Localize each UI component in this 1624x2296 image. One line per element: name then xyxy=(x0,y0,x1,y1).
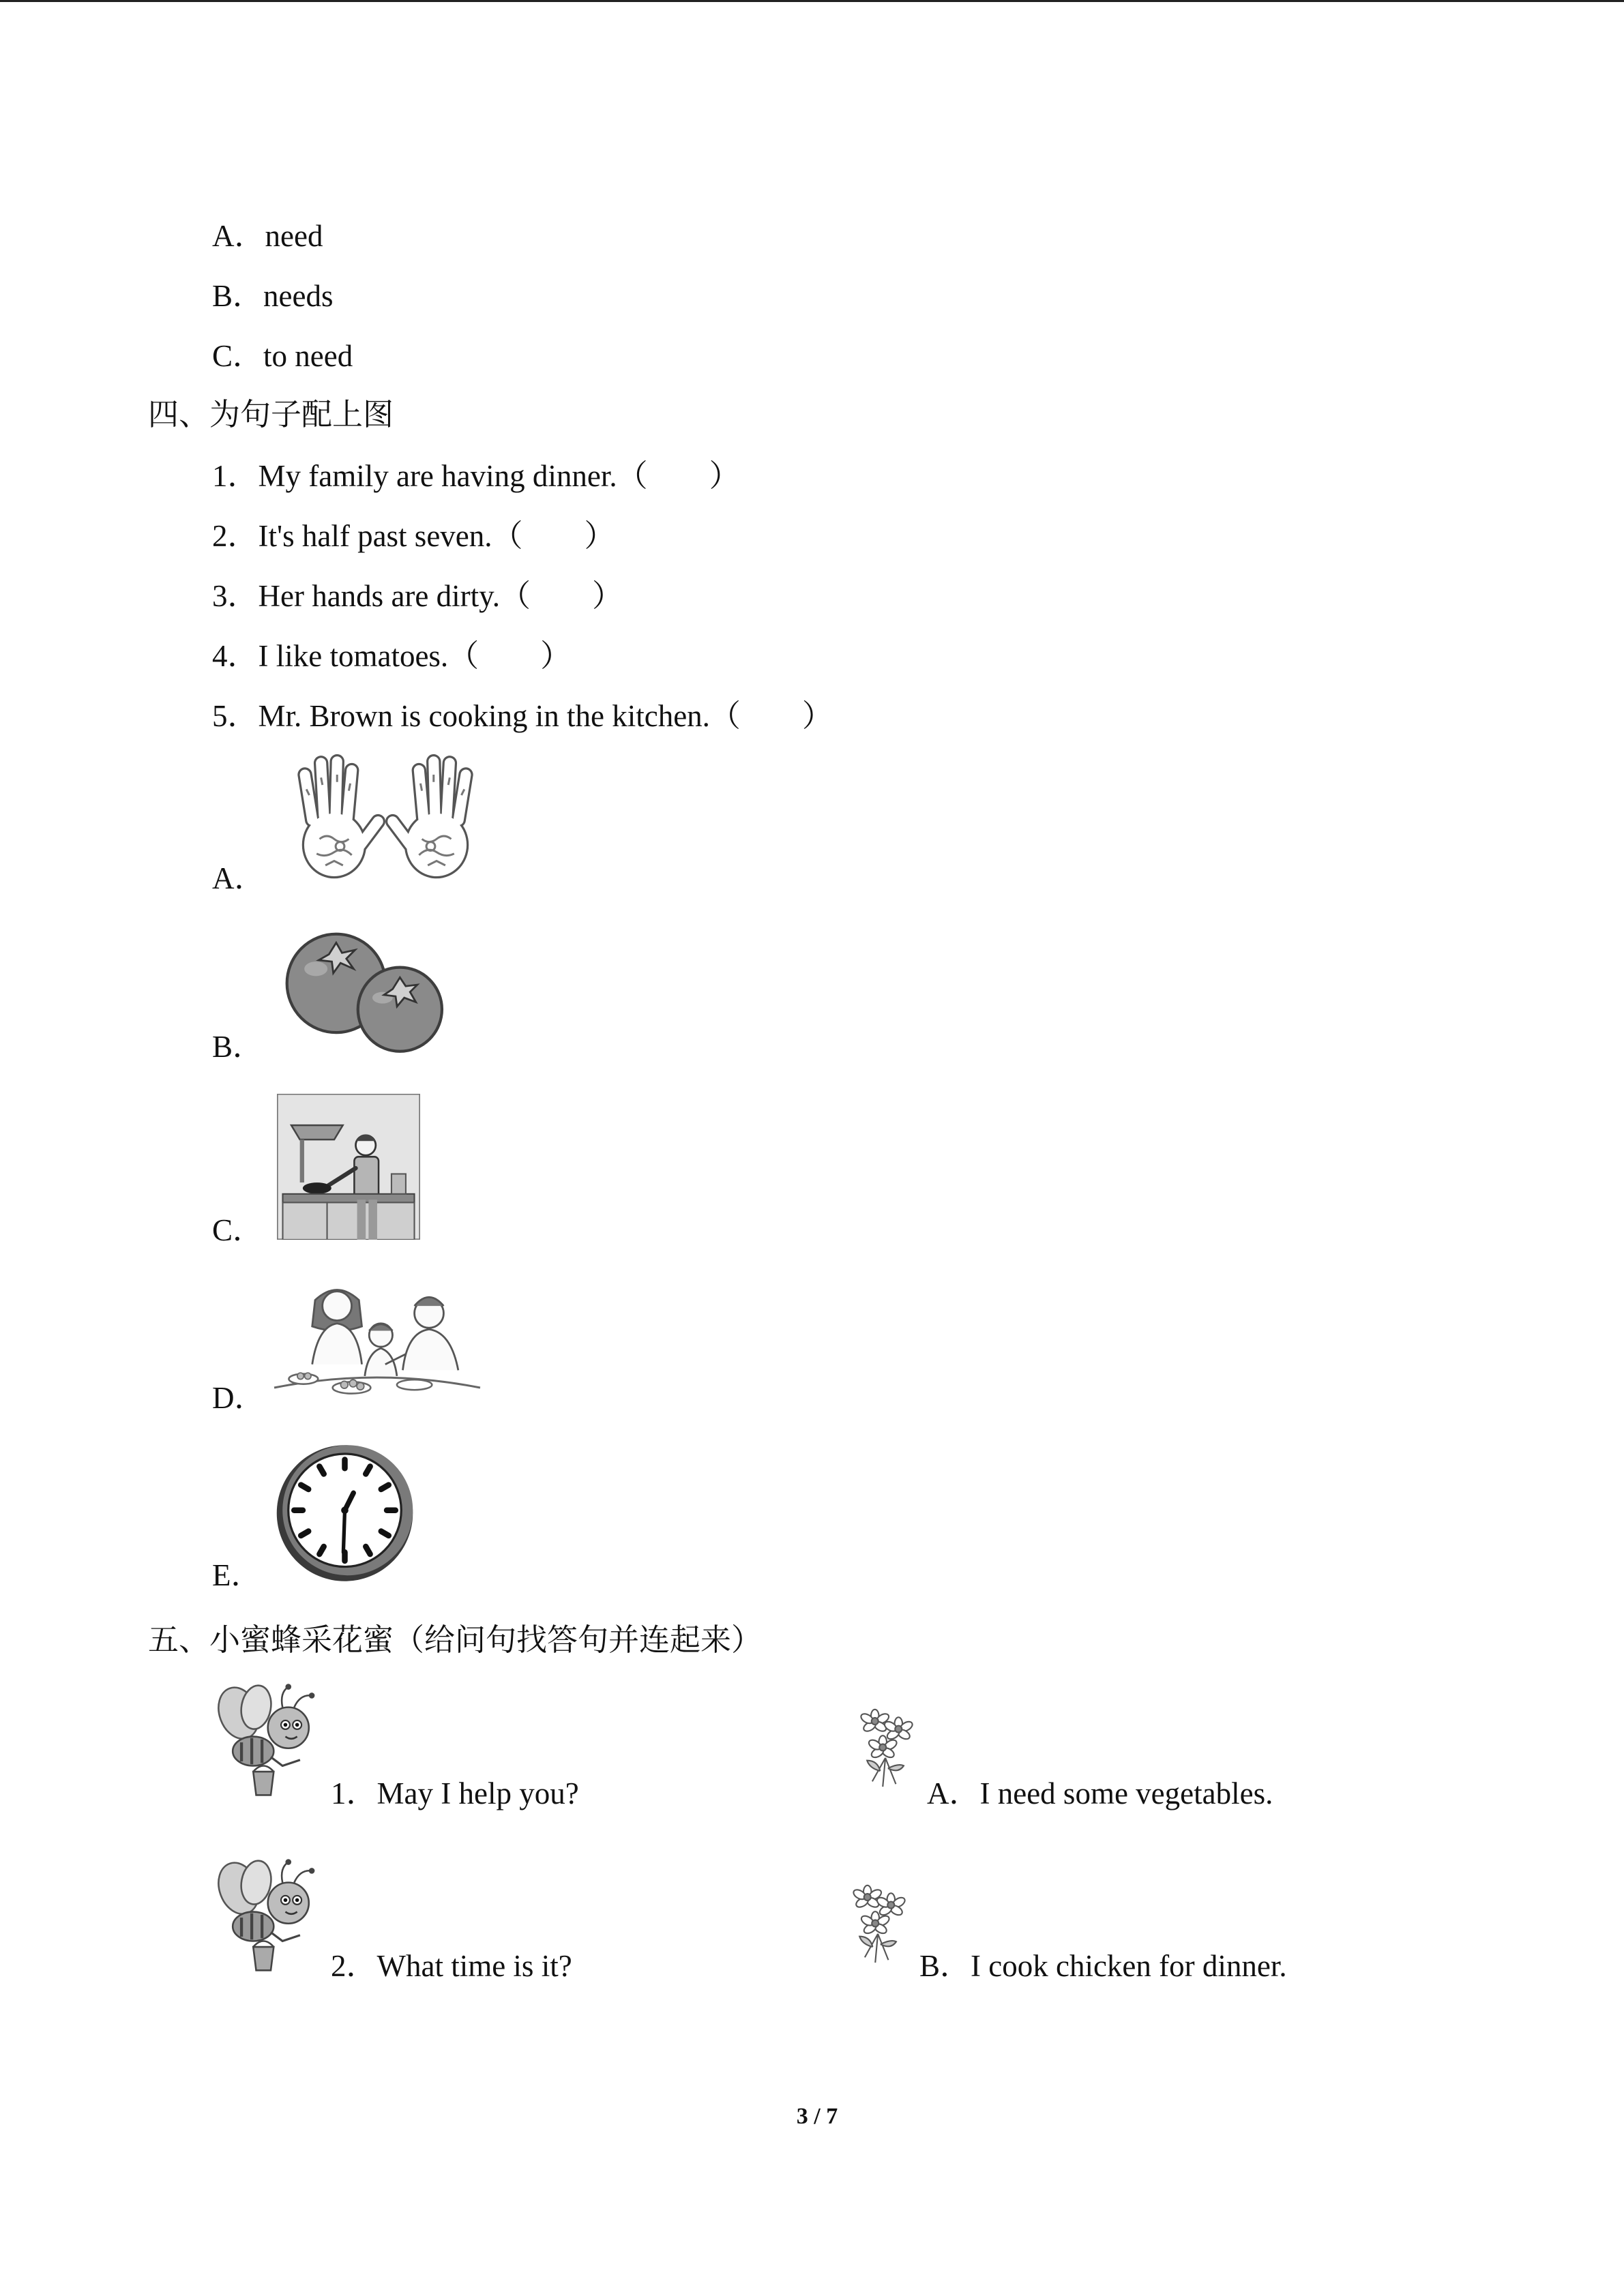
answer-a: A．I need some vegetables. xyxy=(927,1776,1273,1810)
sentence-3: 3．Her hands are dirty.（ ） xyxy=(212,579,623,613)
question-2: 2．What time is it? xyxy=(331,1949,572,1983)
option-b: B．needs xyxy=(212,279,334,313)
clock-icon xyxy=(272,1442,417,1584)
answer-b: B．I cook chicken for dinner. xyxy=(919,1949,1287,1983)
flower-icon-2 xyxy=(846,1881,912,1965)
picture-label-b: B． xyxy=(212,1030,264,1064)
option-c: C．to need xyxy=(212,339,353,373)
sentence-1: 1．My family are having dinner.（ ） xyxy=(212,459,740,493)
kitchen-cooking-icon xyxy=(277,1094,420,1240)
picture-label-d: D． xyxy=(212,1381,265,1415)
dirty-hands-icon xyxy=(276,754,495,886)
section4-heading: 四、为句子配上图 xyxy=(148,398,394,432)
picture-label-e: E． xyxy=(212,1558,262,1592)
picture-label-a: A． xyxy=(212,861,265,895)
top-border xyxy=(0,0,1624,2)
option-a: A．need xyxy=(212,219,323,253)
bee-icon-2 xyxy=(212,1856,329,1976)
bee-icon-1 xyxy=(212,1681,329,1801)
sentence-5: 5．Mr. Brown is cooking in the kitchen.（ ） xyxy=(212,699,833,733)
sentence-4: 4．I like tomatoes.（ ） xyxy=(212,639,572,673)
tomatoes-icon xyxy=(272,925,461,1054)
section5-heading: 五、小蜜蜂采花蜜（给问句找答句并连起来） xyxy=(148,1623,763,1657)
question-1: 1．May I help you? xyxy=(331,1776,579,1810)
sentence-2: 2．It's half past seven.（ ） xyxy=(212,519,615,553)
picture-label-c: C． xyxy=(212,1213,264,1247)
family-dinner-icon xyxy=(271,1274,484,1408)
flower-icon-1 xyxy=(854,1705,919,1789)
page-number: 3 / 7 xyxy=(796,2104,838,2129)
